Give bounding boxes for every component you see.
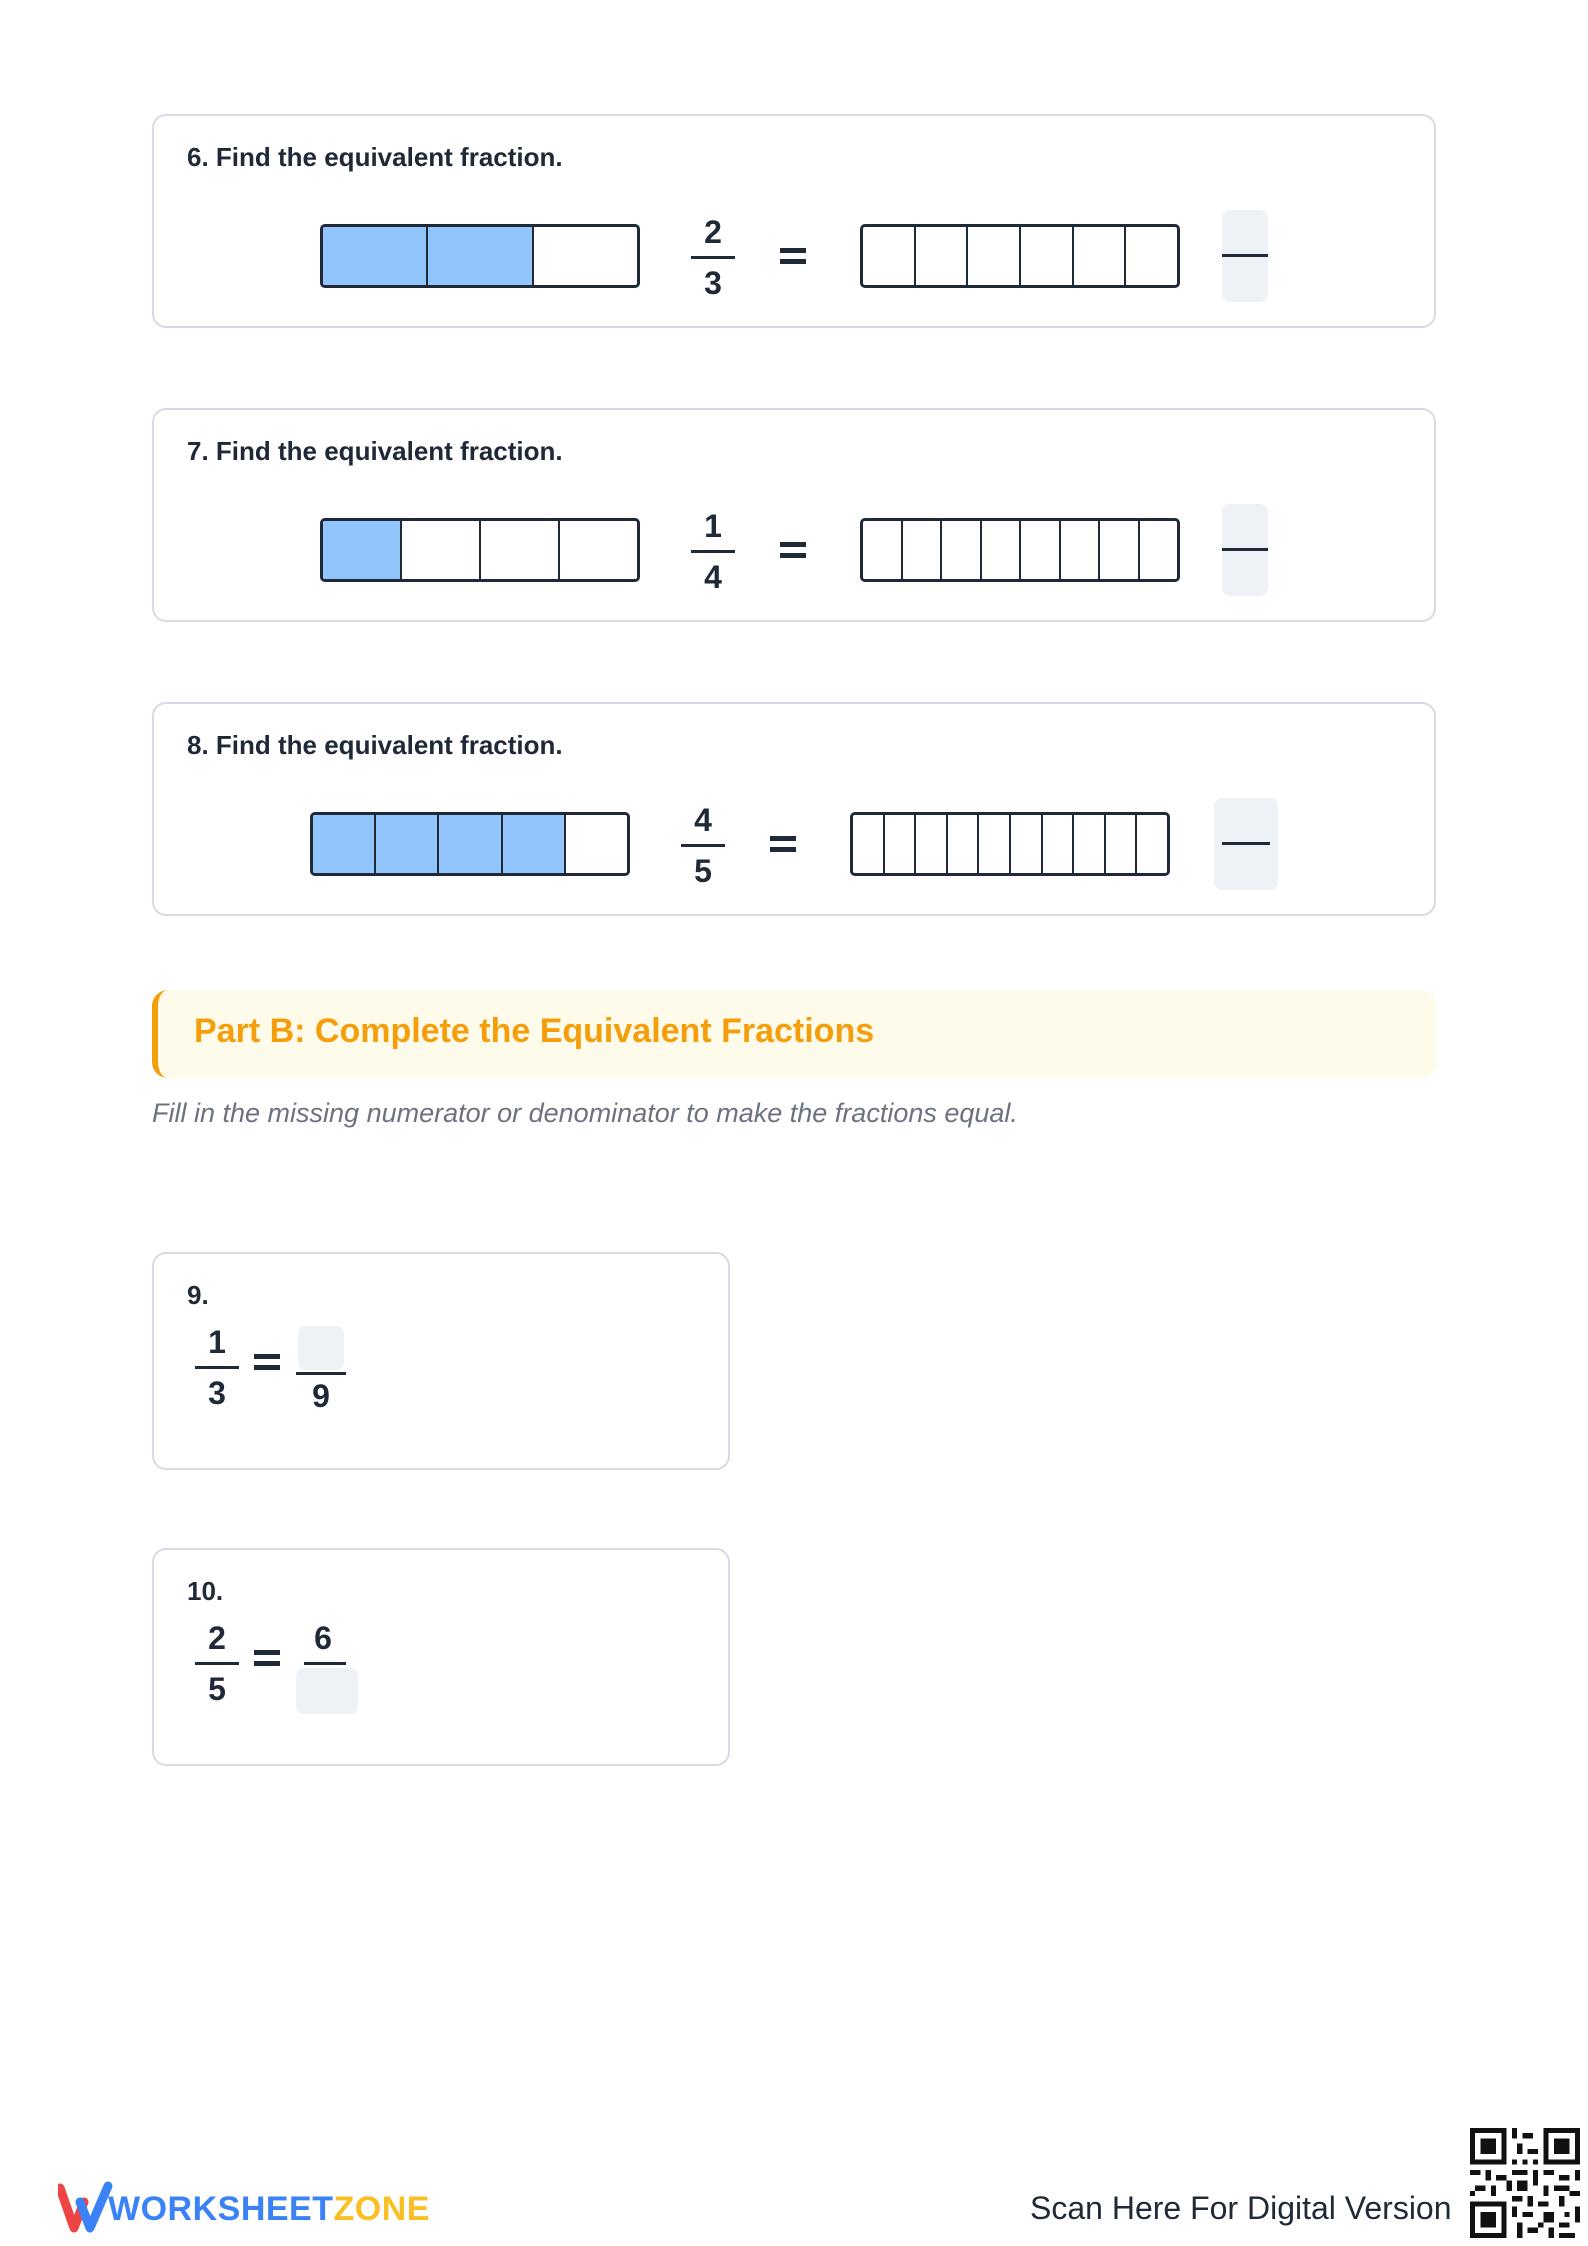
scan-text: Scan Here For Digital Version [1030, 2190, 1452, 2226]
unshaded-part [1074, 815, 1106, 873]
unshaded-part [1011, 815, 1043, 873]
shaded-part [313, 815, 376, 873]
question-card-9 [152, 1252, 730, 1470]
unshaded-part [1074, 227, 1127, 285]
brand-name[interactable] [108, 2190, 430, 2229]
numerator: 1 [208, 1324, 226, 1360]
unshaded-part [481, 521, 560, 579]
unshaded-part [979, 815, 1011, 873]
known-numerator [298, 1616, 348, 1660]
fraction-bar [681, 844, 725, 847]
question-card-8 [152, 702, 1436, 916]
equals-sign [254, 1650, 280, 1666]
question-card-6 [152, 114, 1436, 328]
unshaded-part [1140, 521, 1178, 579]
given-fraction [678, 798, 728, 893]
numerator: 2 [704, 214, 722, 250]
part-b-header [152, 990, 1436, 1078]
target-model [850, 812, 1170, 876]
shaded-part [428, 227, 533, 285]
numerator: 4 [694, 802, 712, 838]
question-card-10 [152, 1548, 730, 1766]
denominator-answer-box[interactable] [296, 1668, 358, 1714]
shaded-part [376, 815, 439, 873]
fraction-model [310, 812, 630, 876]
fraction-bar [195, 1662, 239, 1665]
denominator: 9 [312, 1378, 330, 1414]
unshaded-part [948, 815, 980, 873]
numerator-answer-box[interactable] [298, 1326, 344, 1370]
unshaded-part [853, 815, 885, 873]
question-title: 7. Find the equivalent fraction. [187, 436, 563, 466]
unshaded-part [885, 815, 917, 873]
brand-name-part1: WORKSHEET [108, 2190, 334, 2228]
shaded-part [323, 521, 402, 579]
unshaded-part [942, 521, 982, 579]
unshaded-part [1137, 815, 1167, 873]
question-title: 9. [187, 1280, 209, 1310]
equals-sign [780, 542, 806, 558]
unshaded-part [1043, 815, 1075, 873]
unshaded-part [566, 815, 627, 873]
unshaded-part [863, 521, 903, 579]
unshaded-part [968, 227, 1021, 285]
question-card-7 [152, 408, 1436, 622]
part-b-instructions: Fill in the missing numerator or denominator to make the fractions equal. [152, 1098, 1018, 1128]
fraction-bar [691, 550, 735, 553]
fraction-model [320, 518, 640, 582]
numerator: 6 [314, 1620, 332, 1656]
denominator: 4 [704, 559, 722, 595]
shaded-part [323, 227, 428, 285]
target-model [860, 224, 1180, 288]
part-b-title: Part B: Complete the Equivalent Fractions [194, 1012, 875, 1050]
unshaded-part [1021, 521, 1061, 579]
given-fraction [688, 210, 738, 305]
numerator: 2 [208, 1620, 226, 1656]
denominator: 3 [208, 1375, 226, 1411]
unshaded-part [534, 227, 637, 285]
answer-fraction-box[interactable] [1214, 798, 1278, 890]
unshaded-part [982, 521, 1022, 579]
question-title: 8. Find the equivalent fraction. [187, 730, 563, 760]
brand-name-part2: ZONE [333, 2190, 430, 2228]
unshaded-part [916, 227, 969, 285]
target-model [860, 518, 1180, 582]
given-fraction [688, 504, 738, 599]
equals-sign [780, 248, 806, 264]
answer-fraction-box[interactable] [1222, 504, 1268, 596]
unshaded-part [402, 521, 481, 579]
answer-fraction-box[interactable] [1222, 210, 1268, 302]
unshaded-part [903, 521, 943, 579]
fraction-bar [1222, 548, 1268, 551]
numerator: 1 [704, 508, 722, 544]
denominator: 3 [704, 265, 722, 301]
shaded-part [439, 815, 502, 873]
question-title: 6. Find the equivalent fraction. [187, 142, 563, 172]
unshaded-part [1126, 227, 1177, 285]
equals-sign [254, 1354, 280, 1370]
qr-code-icon[interactable] [1470, 2128, 1580, 2238]
unshaded-part [560, 521, 637, 579]
unshaded-part [863, 227, 916, 285]
fraction-model [320, 224, 640, 288]
unshaded-part [1061, 521, 1101, 579]
known-denominator [296, 1374, 346, 1418]
given-fraction [192, 1320, 242, 1415]
question-title: 10. [187, 1576, 224, 1606]
shaded-part [503, 815, 566, 873]
denominator: 5 [208, 1671, 226, 1707]
given-fraction [192, 1616, 242, 1711]
equals-sign [770, 836, 796, 852]
unshaded-part [916, 815, 948, 873]
fraction-bar [1222, 842, 1270, 845]
denominator: 5 [694, 853, 712, 889]
fraction-bar [195, 1366, 239, 1369]
unshaded-part [1021, 227, 1074, 285]
fraction-bar [1222, 254, 1268, 257]
fraction-bar [304, 1662, 346, 1665]
fraction-bar [691, 256, 735, 259]
unshaded-part [1100, 521, 1140, 579]
unshaded-part [1106, 815, 1138, 873]
